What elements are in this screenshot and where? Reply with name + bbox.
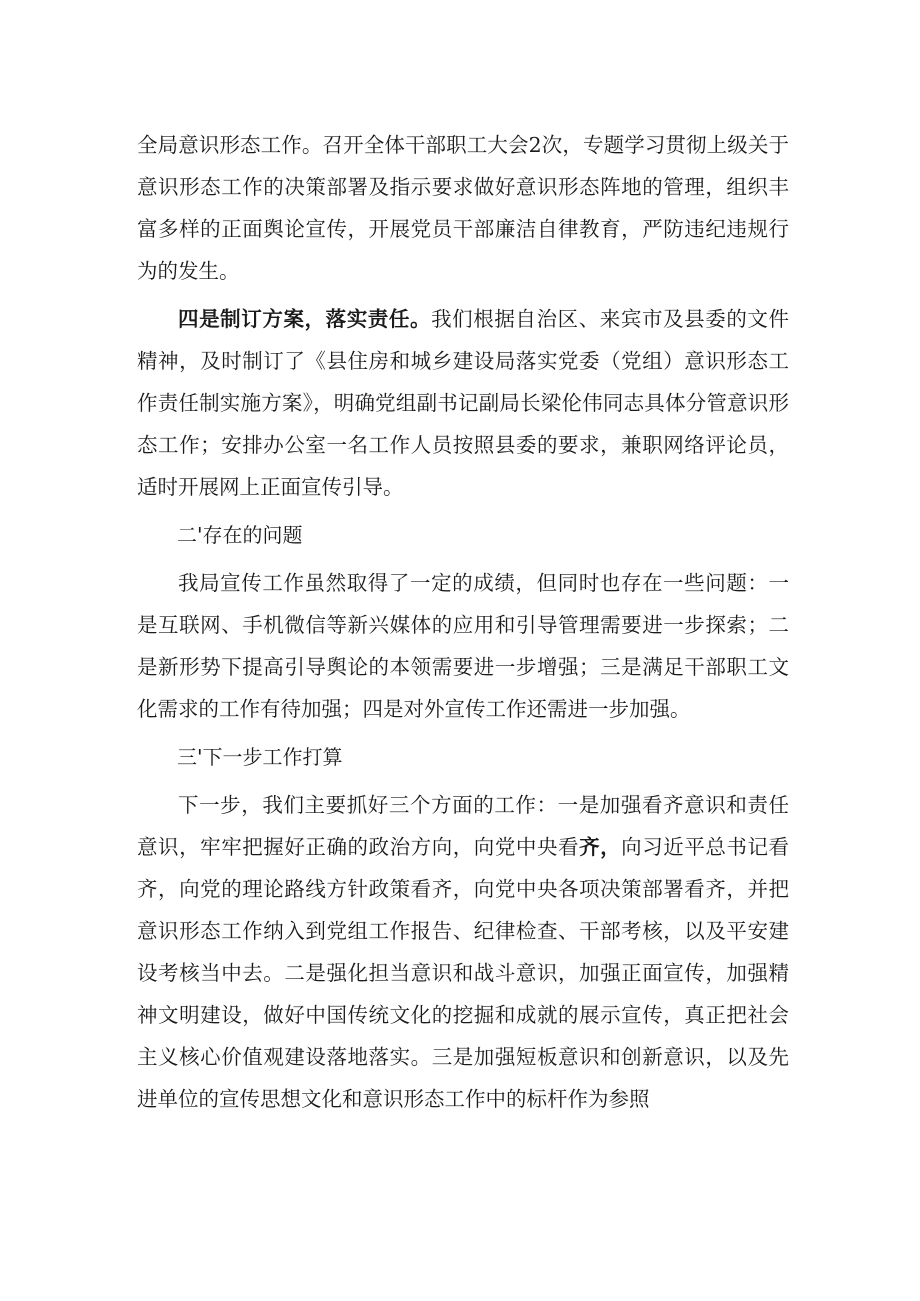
paragraph-plan-responsibility	[137, 298, 789, 508]
paragraph-next-steps	[137, 784, 789, 1120]
paragraph-bold-char: 齐，	[579, 835, 622, 859]
document-page	[137, 124, 789, 1120]
section-heading-problems: 二'存在的问题	[177, 523, 303, 547]
paragraph-lead-heading: 四是制订方案，落实责任。	[178, 307, 432, 331]
paragraph-text-part-b: 向习近平总书记看齐，向党的理论路线方针政策看齐，向党中央各项决策部署看齐，并把意识形态工作纳入到党组工作报告、纪律检查、干部考核，以及平安建设考核当中去。二是强化担当意识和战斗意识，加强正面宣传，加强精神文明建设，做好中国传统文化的挖掘和成就的展示宣传，真正把社会主义核心价值观建设落地落实。三是加强短板意识和创新意识，以及先进单位的宣传思想文化和意识形态工作中的标杆作为参照	[137, 835, 790, 1111]
paragraph-work-summary: 全局意识形态工作。召开全体干部职工大会2次，专题学习贯彻上级关于意识形态工作的决策部署及指示要求做好意识形态阵地的管理，组织丰富多样的正面舆论宣传，开展党员干部廉洁自律教育，严防违纪违规行为的发生。	[137, 133, 789, 283]
paragraph-body-text: 我们根据自治区、来宾市及县委的文件精神，及时制订了《县住房和城乡建设局落实党委（党组）意识形态工作责任制实施方案》，明确党组副书记副局长梁伦伟同志具体分管意识形态工作；安排办公室一名工作人员按照县委的要求，兼职网络评论员，适时开展网上正面宣传引导。	[137, 307, 790, 499]
paragraph-problems: 我局宣传工作虽然取得了一定的成绩，但同时也存在一些问题：一是互联网、手机微信等新兴媒体的应用和引导管理需要进一步探索；二是新形势下提高引导舆论的本领需要进一步增强；三是满足干部职工文化需求的工作有待加强；四是对外宣传工作还需进一步加强。	[137, 571, 789, 721]
section-heading-next-steps: 三'下一步工作打算	[177, 745, 343, 769]
paragraph-text-part-a: 下一步，我们主要抓好三个方面的工作：一是加强看齐意识和责任意识，牢牢把握好正确的政治方向，向党中央看	[137, 793, 789, 859]
